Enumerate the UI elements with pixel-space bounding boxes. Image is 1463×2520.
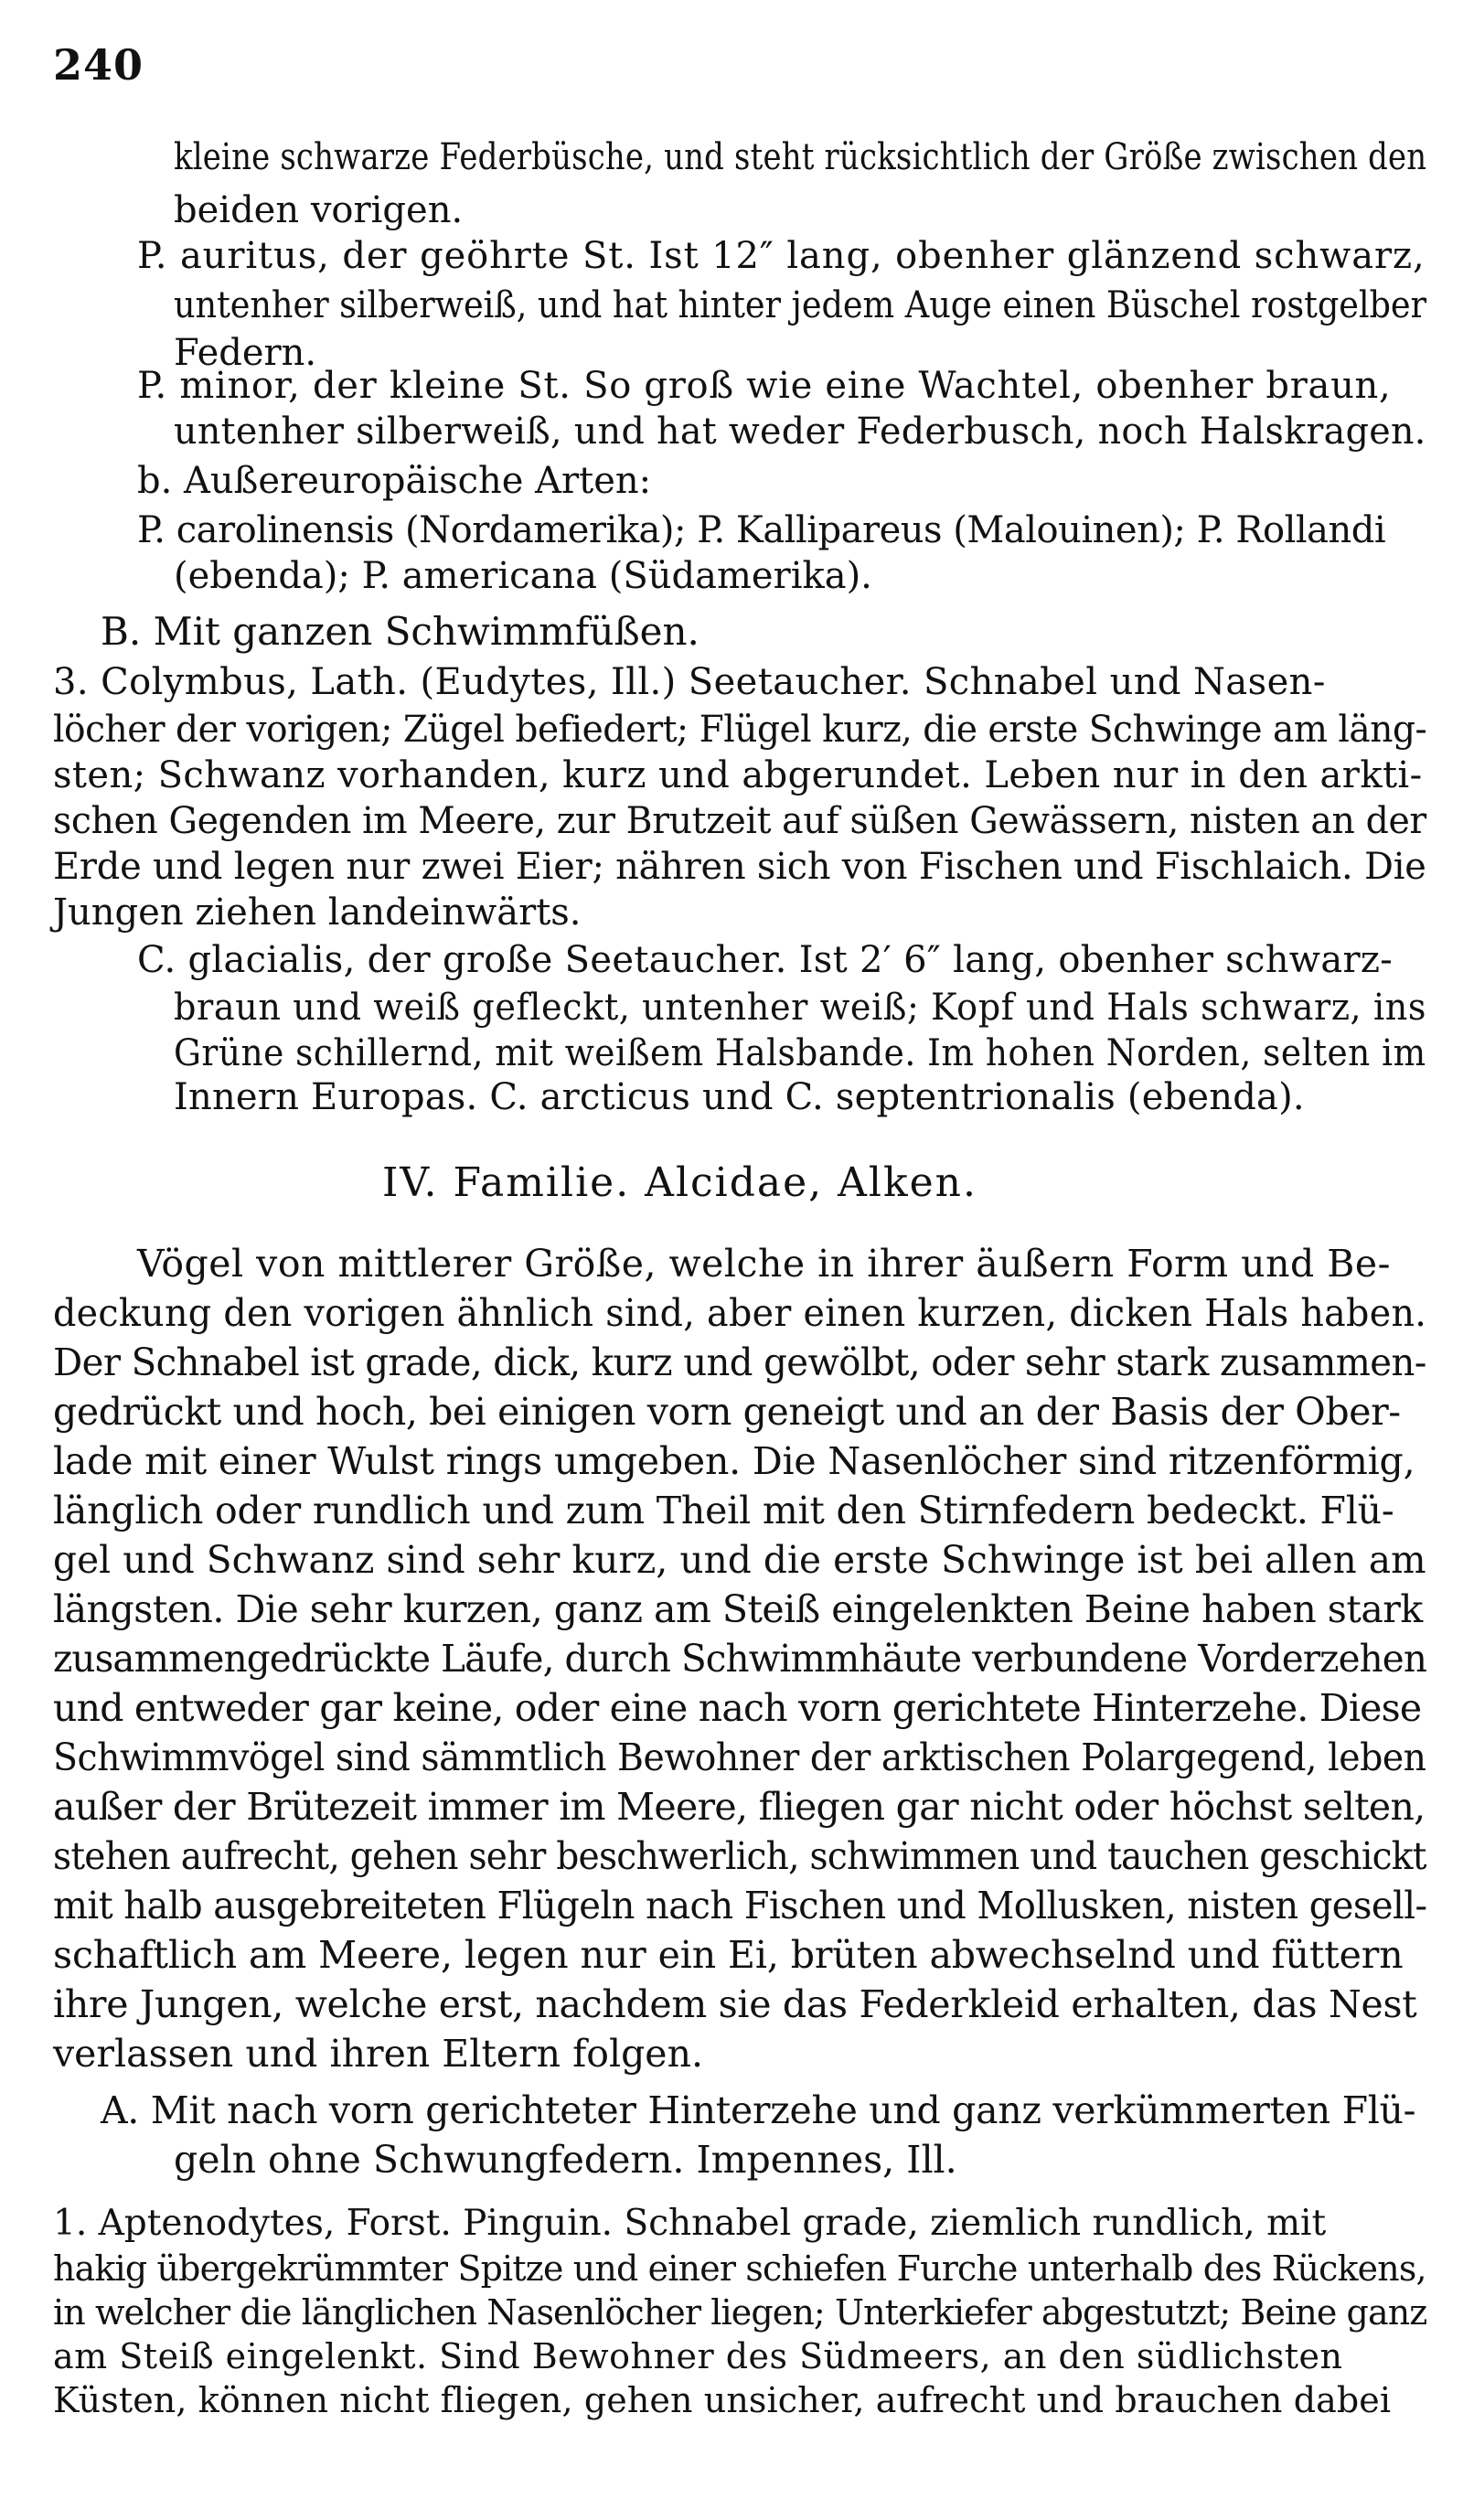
species-entry: C. glacialis, der große Seetaucher. Ist 2′ 6″ lang, obenher schwarz- [137,939,1394,981]
text-line: Schwimmvögel sind sämmtlich Bewohner der arktischen Polargegend, leben [53,1735,1426,1779]
text-line: Der Schnabel ist grade, dick, kurz und gewölbt, oder sehr stark zusammen- [53,1340,1426,1384]
text-line: ihre Jungen, welche erst, nachdem sie das Federkleid erhalten, das Nest [53,1982,1417,2026]
family-heading: IV. Familie. Alcidae, Alken. [382,1159,978,1206]
genus-entry: 3. Colymbus, Lath. (Eudytes, Ill.) Seetaucher. Schnabel und Nasen- [53,661,1326,703]
subsection-heading: b. Außereuropäische Arten: [137,460,652,502]
text-line: außer der Brütezeit immer im Meere, fliegen gar nicht oder höchst selten, [53,1785,1426,1829]
text-line: Jungen ziehen landeinwärts. [53,892,582,934]
text-line: Federn. [174,332,317,374]
text-line: deckung den vorigen ähnlich sind, aber einen kurzen, dicken Hals haben. [53,1291,1427,1335]
text-line: untenher silberweiß, und hat hinter jedem Auge einen Büschel rostgelber [174,284,1427,326]
text-line: schen Gegenden im Meere, zur Brutzeit auf süßen Gewässern, nisten an der [53,800,1426,842]
text-line: Vögel von mittlerer Größe, welche in ihrer äußern Form und Be- [137,1242,1392,1286]
text-line: verlassen und ihren Eltern folgen. [53,2032,704,2076]
text-line: schaftlich am Meere, legen nur ein Ei, brüten abwechselnd und füttern [53,1933,1404,1977]
text-line: längsten. Die sehr kurzen, ganz am Steiß eingelenkten Beine haben stark [53,1587,1423,1631]
text-line: (ebenda); P. americana (Südamerika). [174,555,872,597]
text-line: mit halb ausgebreiteten Flügeln nach Fischen und Mollusken, nisten gesell- [53,1884,1427,1927]
section-heading: A. Mit nach vorn gerichteter Hinterzehe und ganz verkümmerten Flü- [101,2088,1416,2132]
text-line: Küsten, können nicht fliegen, gehen unsicher, aufrecht und brauchen dabei [53,2380,1392,2420]
text-line: und entweder gar keine, oder eine nach vorn gerichtete Hinterzehe. Diese [53,1686,1422,1730]
text-line: am Steiß eingelenkt. Sind Bewohner des Südmeers, an den südlichsten [53,2336,1343,2376]
text-line: hakig übergekrümmter Spitze und einer schiefen Furche unterhalb des Rückens, [53,2248,1426,2289]
text-line: braun und weiß gefleckt, untenher weiß; Kopf und Hals schwarz, ins [174,987,1427,1029]
text-line: sten; Schwanz vorhanden, kurz und abgerundet. Leben nur in den arkti- [53,754,1423,796]
text-line: gedrückt und hoch, bei einigen vorn geneigt und an der Basis der Ober- [53,1390,1401,1434]
page-number: 240 [53,40,144,90]
text-line: geln ohne Schwungfedern. Impennes, Ill. [174,2138,957,2182]
text-line: löcher der vorigen; Zügel befiedert; Flügel kurz, die erste Schwinge am läng- [53,709,1427,751]
species-entry: P. auritus, der geöhrte St. Ist 12″ lang, obenher glänzend schwarz, [137,235,1426,277]
text-line: in welcher die länglichen Nasenlöcher liegen; Unterkiefer abgestutzt; Beine ganz [53,2292,1427,2333]
text-line: kleine schwarze Federbüsche, und steht rücksichtlich der Größe zwischen den [174,136,1427,178]
text-line: gel und Schwanz sind sehr kurz, und die erste Schwinge ist bei allen am [53,1538,1426,1582]
text-line: Innern Europas. C. arcticus und C. septentrionalis (ebenda). [174,1076,1305,1118]
text-line: zusammengedrückte Läufe, durch Schwimmhäute verbundene Vorderzehen [53,1637,1426,1681]
section-heading: B. Mit ganzen Schwimmfüßen. [101,609,699,654]
text-line: Grüne schillernd, mit weißem Halsbande. Im hohen Norden, selten im [174,1032,1426,1074]
text-line: lade mit einer Wulst rings umgeben. Die Nasenlöcher sind ritzenförmig, [53,1439,1415,1483]
text-line: Erde und legen nur zwei Eier; nähren sich von Fischen und Fischlaich. Die [53,846,1426,888]
text-line: länglich oder rundlich und zum Theil mit den Stirnfedern bedeckt. Flü- [53,1489,1394,1532]
text-line: untenher silberweiß, und hat weder Federbusch, noch Halskragen. [174,411,1426,453]
species-entry: P. carolinensis (Nordamerika); P. Kallipareus (Malouinen); P. Rollandi [137,509,1386,551]
species-entry: P. minor, der kleine St. So groß wie eine Wachtel, obenher braun, [137,365,1392,407]
text-line: stehen aufrecht, gehen sehr beschwerlich, schwimmen und tauchen geschickt [53,1834,1426,1878]
text-line: beiden vorigen. [174,189,464,231]
genus-entry: 1. Aptenodytes, Forst. Pinguin. Schnabel grade, ziemlich rundlich, mit [53,2203,1327,2244]
